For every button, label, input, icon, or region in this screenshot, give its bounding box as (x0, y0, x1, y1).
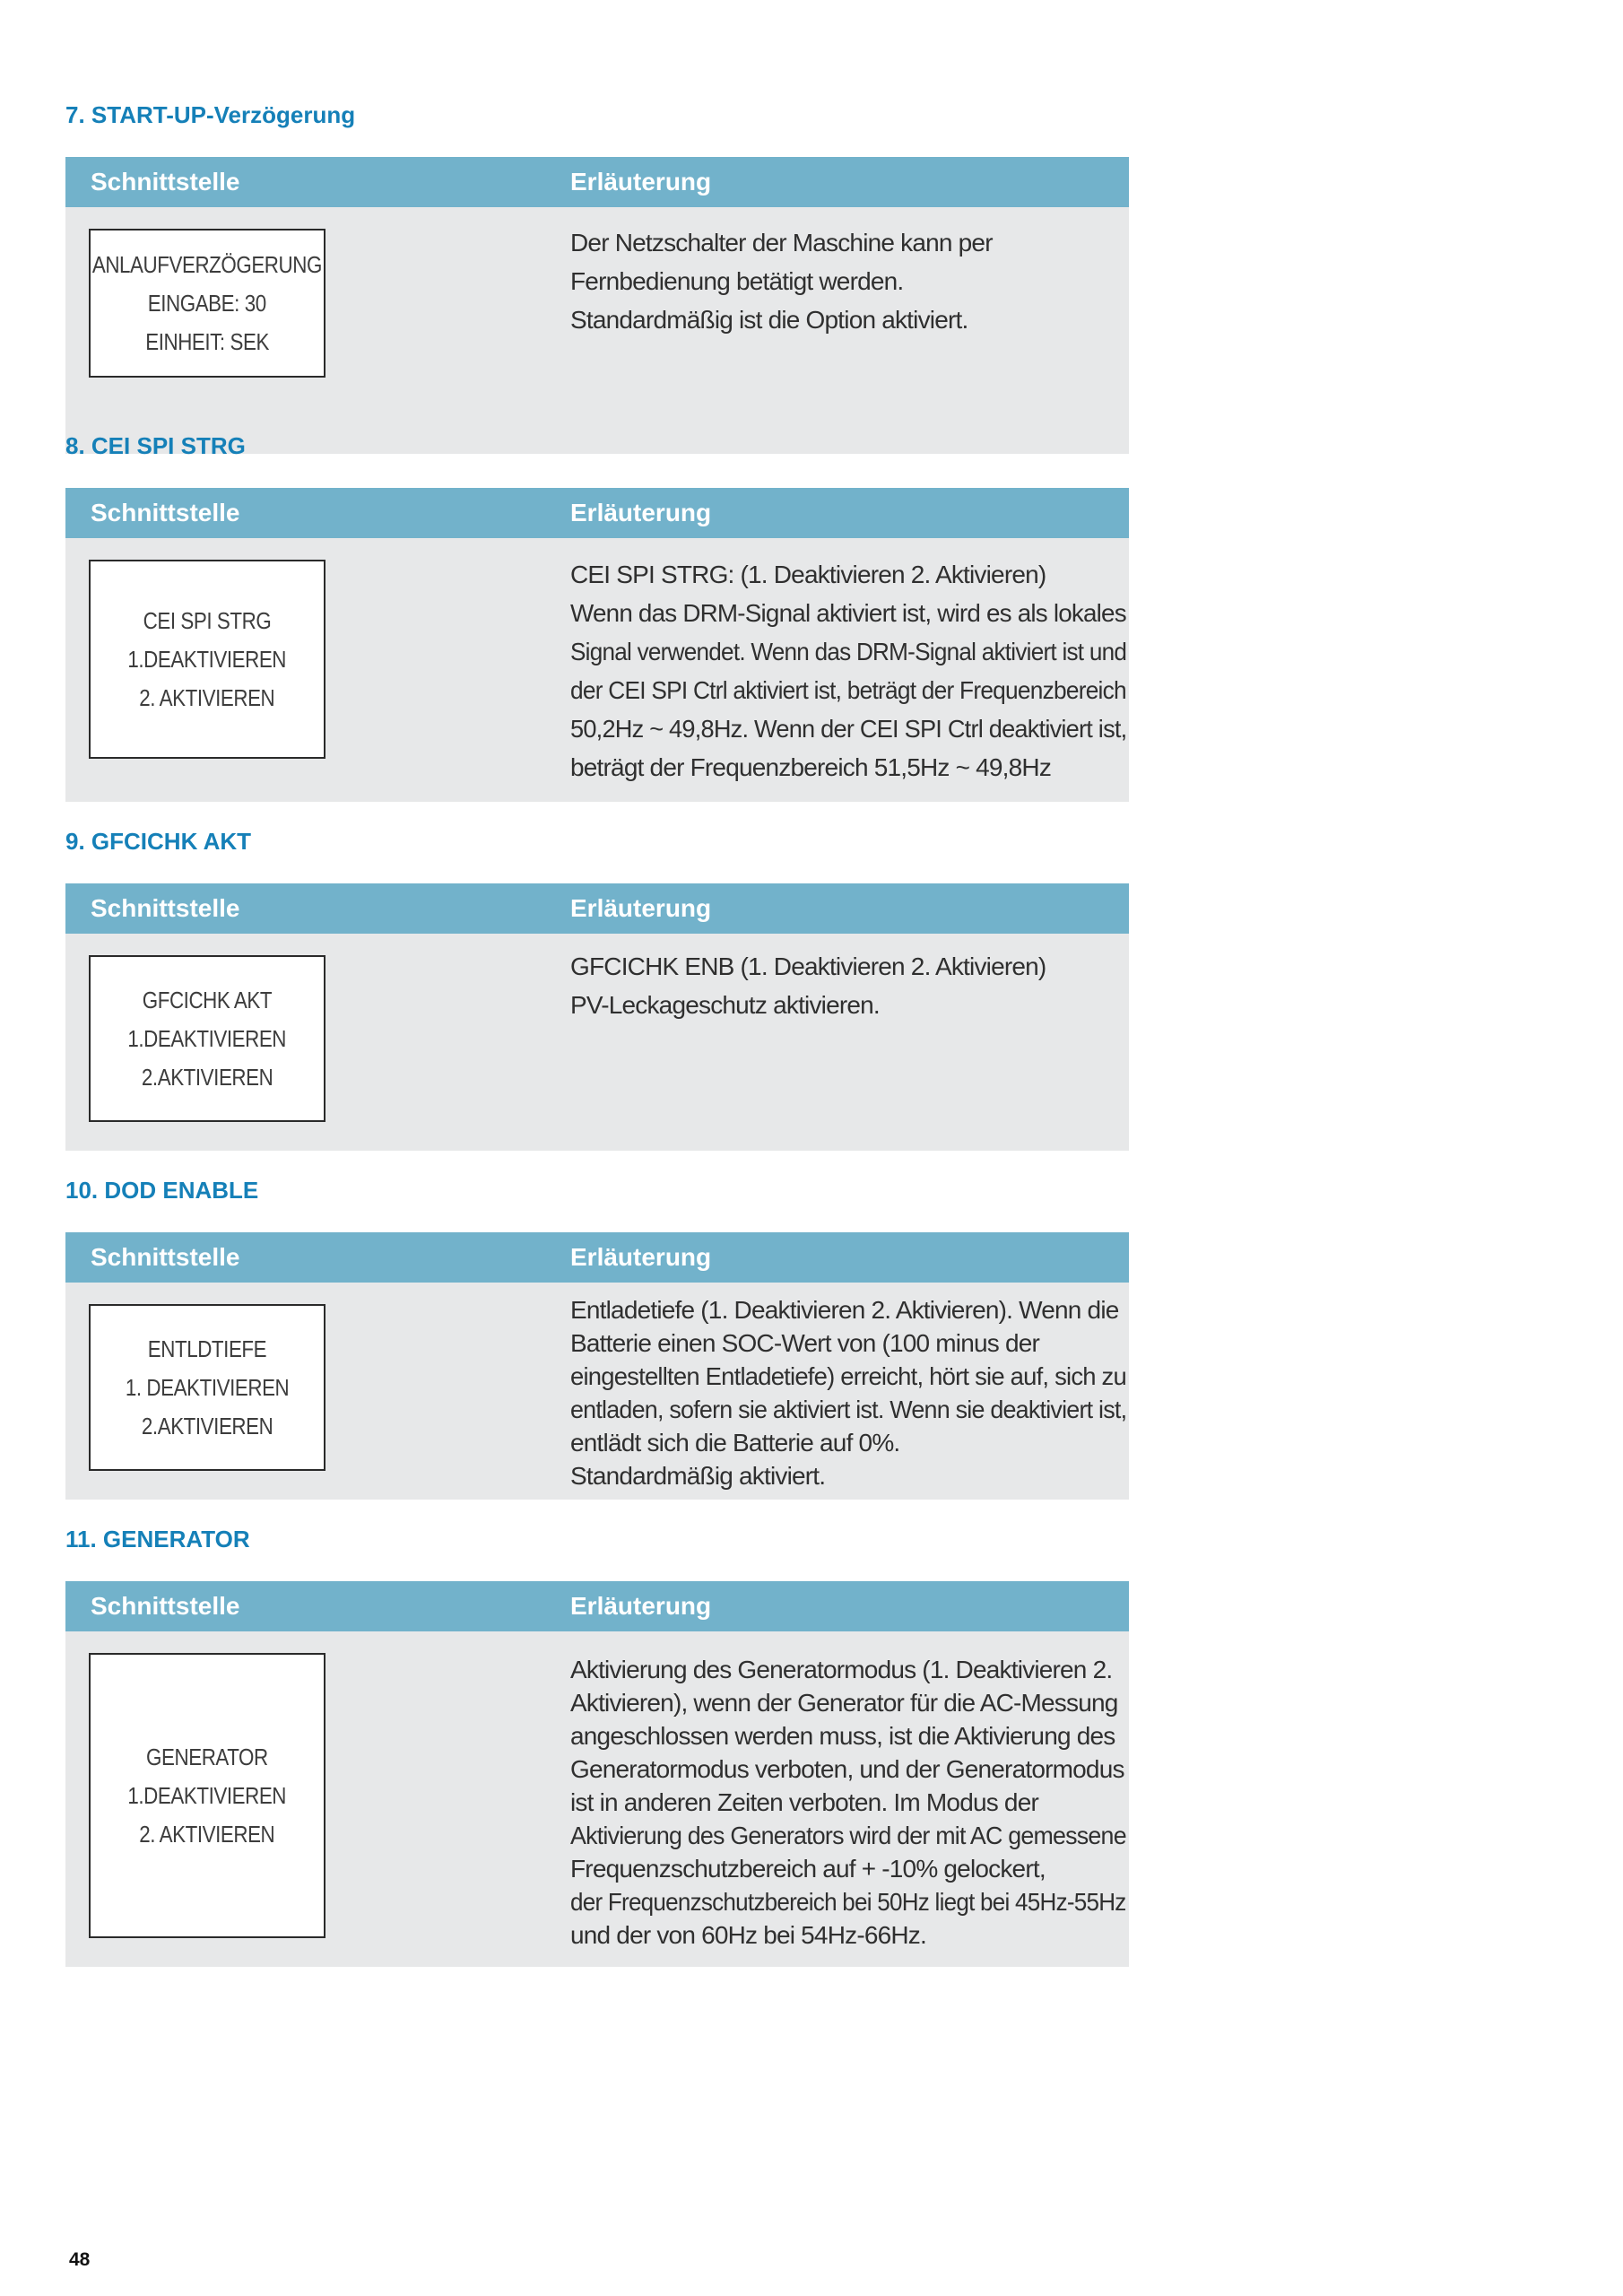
explanation-line: beträgt der Frequenzbereich 51,5Hz ~ 49,8Hz (570, 753, 1052, 781)
explanation-line: Aktivierung des Generators wird der mit AC gemessene (570, 1822, 1126, 1849)
explanation-text (570, 947, 1126, 1024)
section-title: 9. GFCICHK AKT (65, 828, 252, 855)
table-header (65, 1232, 1129, 1283)
screen-line: 1.DEAKTIVIEREN (127, 645, 287, 673)
explanation-text (570, 223, 1126, 339)
screen-line: 2.AKTIVIEREN (141, 1412, 273, 1439)
display-screen (89, 229, 325, 378)
explanation-line: Batterie einen SOC-Wert von (100 minus der (570, 1329, 1040, 1357)
explanation-line: der CEI SPI Ctrl aktiviert ist, beträgt der Frequenzbereich (570, 676, 1126, 704)
explanation-line: PV-Leckageschutz aktivieren. (570, 991, 880, 1019)
explanation-text (570, 1653, 1126, 1952)
explanation-line: Aktivierung des Generatormodus (1. Deaktivieren 2. (570, 1656, 1113, 1683)
screen-line: 1.DEAKTIVIEREN (127, 1781, 287, 1809)
table-body (65, 934, 1129, 1151)
table-header (65, 157, 1129, 207)
header-interface: Schnittstelle (91, 499, 240, 526)
explanation-line: Standardmäßig ist die Option aktiviert. (570, 306, 968, 334)
page-number: 48 (69, 2249, 91, 2270)
header-interface: Schnittstelle (91, 168, 240, 196)
explanation-line: Der Netzschalter der Maschine kann per (570, 229, 993, 257)
explanation-line: Fernbedienung betätigt werden. (570, 267, 904, 295)
explanation-line: CEI SPI STRG: (1. Deaktivieren 2. Aktivieren) (570, 561, 1046, 588)
screen-line: 1.DEAKTIVIEREN (127, 1024, 287, 1052)
explanation-text (570, 555, 1126, 787)
explanation-line: Aktivieren), wenn der Generator für die AC-Messung (570, 1689, 1118, 1717)
screen-line: 1. DEAKTIVIEREN (125, 1373, 290, 1401)
table-header (65, 488, 1129, 538)
table-header (65, 1581, 1129, 1631)
settings-table (65, 157, 1129, 454)
header-explanation: Erläuterung (570, 1592, 712, 1620)
table-body (65, 1631, 1129, 1967)
header-explanation: Erläuterung (570, 894, 712, 922)
header-explanation: Erläuterung (570, 168, 712, 196)
settings-table (65, 488, 1129, 802)
screen-line: 2. AKTIVIEREN (139, 683, 275, 711)
header-interface: Schnittstelle (91, 894, 240, 922)
header-interface: Schnittstelle (91, 1243, 240, 1271)
section-title: 10. DOD ENABLE (65, 1177, 259, 1204)
screen-line: EINHEIT: SEK (145, 327, 269, 355)
explanation-line: ist in anderen Zeiten verboten. Im Modus der (570, 1788, 1038, 1816)
settings-table (65, 1232, 1129, 1500)
settings-table (65, 883, 1129, 1151)
header-explanation: Erläuterung (570, 1243, 712, 1271)
table-body (65, 207, 1129, 454)
explanation-line: und der von 60Hz bei 54Hz-66Hz. (570, 1921, 926, 1949)
explanation-line: angeschlossen werden muss, ist die Aktivierung des (570, 1722, 1115, 1750)
explanation-line: eingestellten Entladetiefe) erreicht, hört sie auf, sich zu (570, 1362, 1126, 1390)
header-explanation: Erläuterung (570, 499, 712, 526)
display-screen (89, 1304, 325, 1471)
screen-line: ENTLDTIEFE (147, 1335, 267, 1362)
explanation-line: GFCICHK ENB (1. Deaktivieren 2. Aktivieren) (570, 952, 1046, 980)
screen-line: CEI SPI STRG (143, 606, 272, 634)
explanation-text (570, 1293, 1126, 1492)
explanation-line: Wenn das DRM-Signal aktiviert ist, wird es als lokales (570, 599, 1126, 627)
screen-line: GENERATOR (146, 1743, 268, 1770)
explanation-line: Frequenzschutzbereich auf + -10% gelockert, (570, 1855, 1046, 1883)
screen-line: GFCICHK AKT (142, 986, 273, 1013)
explanation-line: Generatormodus verboten, und der Generatormodus (570, 1755, 1124, 1783)
display-screen (89, 1653, 325, 1938)
settings-table (65, 1581, 1129, 1967)
section-title: 8. CEI SPI STRG (65, 432, 246, 459)
explanation-line: Standardmäßig aktiviert. (570, 1462, 826, 1490)
table-body (65, 1283, 1129, 1500)
screen-line: 2. AKTIVIEREN (139, 1820, 275, 1848)
table-body (65, 538, 1129, 802)
table-header (65, 883, 1129, 934)
section-title: 11. GENERATOR (65, 1526, 250, 1552)
screen-line: ANLAUFVERZÖGERUNG (91, 250, 323, 278)
screen-line: 2.AKTIVIEREN (141, 1063, 273, 1091)
display-screen (89, 955, 325, 1122)
explanation-line: entladen, sofern sie aktiviert ist. Wenn sie deaktiviert ist, (570, 1396, 1127, 1423)
screen-line: EINGABE: 30 (148, 289, 266, 317)
explanation-line: entlädt sich die Batterie auf 0%. (570, 1429, 900, 1457)
explanation-line: Signal verwendet. Wenn das DRM-Signal aktiviert ist und (570, 638, 1127, 665)
explanation-line: 50,2Hz ~ 49,8Hz. Wenn der CEI SPI Ctrl deaktiviert ist, (570, 715, 1127, 743)
explanation-line: Entladetiefe (1. Deaktivieren 2. Aktivieren). Wenn die (570, 1296, 1119, 1324)
explanation-line: der Frequenzschutzbereich bei 50Hz liegt bei 45Hz-55Hz (570, 1888, 1126, 1916)
section-title: 7. START-UP-Verzögerung (65, 101, 356, 128)
display-screen (89, 560, 325, 759)
header-interface: Schnittstelle (91, 1592, 240, 1620)
